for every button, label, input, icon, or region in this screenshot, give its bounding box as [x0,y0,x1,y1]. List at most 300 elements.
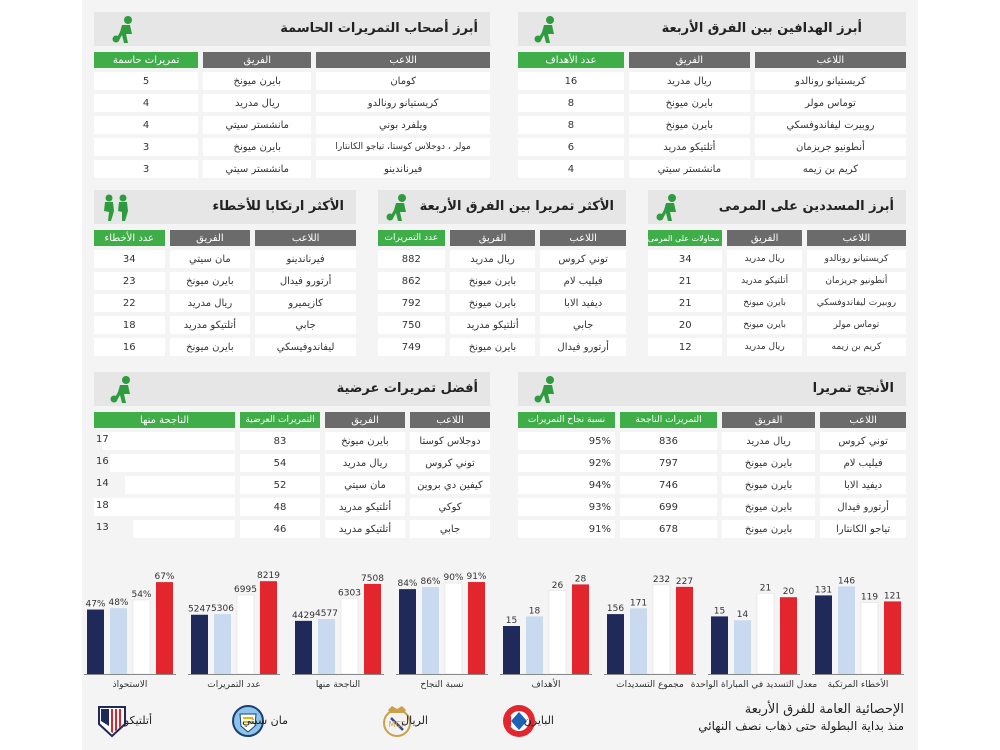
bar-أتلتيكو [191,615,208,674]
successful-value: 16 [96,456,109,467]
col-team: الفريق [170,230,251,246]
assists: 4 [94,116,198,134]
crosses: 48 [240,498,320,516]
player: كومان [316,72,490,90]
col-player: اللاعب [755,52,906,68]
bar-value-label: 90% [443,573,464,584]
col-player: اللاعب [820,412,906,428]
crosses: 52 [240,476,320,494]
col-shots: محاولات على المرمى [648,230,722,246]
table-top-assists [89,48,495,182]
player: أنطونيو جريزمان [755,138,906,156]
player-icon [106,374,138,404]
bar-value-label: 14 [736,610,749,621]
table-row [518,520,906,538]
panel-title: الأكثر تمريرا بين الفرق الأربعة [378,190,626,224]
bar-value-label: 6303 [338,588,361,599]
shots: 34 [648,250,722,268]
player-icon [530,14,562,44]
team: بايرن ميونخ [450,272,536,290]
errors: 16 [94,338,165,356]
bar-value-label: 15 [505,616,518,626]
team: مانشستر سيتي [203,160,311,178]
table-row [378,316,626,334]
table-row [94,498,490,516]
team: أتلتيكو مدريد [629,138,750,156]
bar-الريال [549,591,566,674]
footer-subheading: منذ بداية البطولة حتى ذهاب نصف النهائي [698,719,904,733]
rate: 92% [518,454,615,472]
bar-value-label: 227 [675,576,694,587]
table-header-row [94,230,356,246]
team: مانشستر سيتي [203,116,311,134]
table-header-row [518,52,906,68]
bar-value-label: 86% [420,577,441,588]
table-row [518,498,906,516]
table-row [94,316,356,334]
rate: 95% [518,432,615,450]
player: كريستيانو رونالدو [316,94,490,112]
bar-الريال [133,600,150,674]
footer-heading: الإحصائية العامة للفرق الأربعة [744,702,904,717]
errors: 23 [94,272,165,290]
player: روبيرت ليفاندوفسكي [755,116,906,134]
legend-real [382,704,466,738]
crosses: 54 [240,454,320,472]
panel-top-shooters [648,190,906,360]
team: ريال مدريد [170,294,251,312]
player: ديفيد الابا [540,294,626,312]
table-row [648,250,906,268]
bar-أتلتيكو [399,589,416,674]
successful-bar [94,454,235,472]
bar-البايرن [884,601,901,674]
assists: 4 [94,94,198,112]
table-row [94,520,490,538]
team: بايرن ميونخ [203,138,311,156]
successful-value: 18 [96,500,109,511]
bar-value-label: 91% [466,572,487,583]
team: أتلتيكو مدريد [325,520,405,538]
goals: 6 [518,138,624,156]
group-label: الأخطاء المرتكبة [827,680,889,690]
bar-الريال [757,593,774,674]
bar-value-label: 18 [528,606,541,617]
player: توماس مولر [807,316,906,334]
passes: 792 [378,294,445,312]
successful-value: 14 [96,478,109,489]
bar-value-label: 5306 [211,604,234,615]
successful-bar [94,520,235,538]
group-label: نسبة النجاح [420,680,464,690]
team: مانشستر سيتي [629,160,750,178]
player: فيرناندينو [316,160,490,178]
team: بايرن ميونخ [203,72,311,90]
bar-fill [133,520,235,538]
table-row [94,294,356,312]
col-crosses: التمريرات العرضية [240,412,320,428]
team: ريال مدريد [203,94,311,112]
team: بايرن ميونخ [629,94,750,112]
player: فيليب لام [540,272,626,290]
player: كريم بن زيمه [807,338,906,356]
player: جابي [410,520,490,538]
team: ريال مدريد [722,432,815,450]
bar-أتلتيكو [87,610,104,674]
player: فيرناندينو [255,250,356,268]
bar-value-label: 8219 [257,571,280,582]
player: كيفين دي بروين [410,476,490,494]
goals: 8 [518,94,624,112]
bar-value-label: 26 [551,580,564,591]
bar-مان سيتي [630,608,647,674]
player: ويلفرد بوني [316,116,490,134]
team: بايرن ميونخ [450,338,536,356]
bar-value-label: 48% [108,598,129,609]
panel-top-scorers [518,12,906,188]
table-row [378,338,626,356]
footer-title [674,702,904,733]
group-label: معدل التسديد في المباراة الواحدة [690,680,818,690]
player: كوكي [410,498,490,516]
col-team: الفريق [325,412,405,428]
team-stats-chart [82,560,918,700]
successful-bar [94,476,235,494]
table-crosses [89,408,495,542]
bar-الريال [237,595,254,674]
table-row [518,432,906,450]
group-label: الناجحة منها [315,680,361,690]
player: توني كروس [820,432,906,450]
errors: 34 [94,250,165,268]
group-label: عدد التمريرات [207,680,261,690]
player: أنطونيو جريزمان [807,272,906,290]
group-label: الأهداف [531,680,561,690]
group-label: مجموع التسديدات [616,680,684,690]
bar-أتلتيكو [503,626,520,674]
table-row [518,72,906,90]
table-row [518,454,906,472]
panel-crosses [94,372,490,548]
player: روبيرت ليفاندوفسكي [807,294,906,312]
panel-most-errors [94,190,356,360]
errors: 18 [94,316,165,334]
bar-الريال [861,603,878,674]
assists: 3 [94,160,198,178]
players-icon [100,192,132,222]
bar-value-label: 28 [574,574,587,585]
bar-value-label: 4577 [315,609,338,620]
player: كريم بن زيمه [755,160,906,178]
team-name: البايرن [523,714,554,727]
player: كازيميرو [255,294,356,312]
table-row [94,250,356,268]
successful-value: 13 [96,522,109,533]
legend-bayern [502,704,594,738]
col-player: اللاعب [540,230,626,246]
bar-value-label: 84% [397,579,418,590]
table-row [94,160,490,178]
table-row [648,338,906,356]
col-rate: نسبة نجاح التمريرات [518,412,615,428]
passes: 882 [378,250,445,268]
bar-value-label: 131 [814,585,833,596]
goals: 16 [518,72,624,90]
bar-value-label: 146 [837,576,856,587]
bar-مان سيتي [318,619,335,674]
table-row [378,272,626,290]
panel-title: الأكثر ارتكابا للأخطاء [94,190,356,224]
table-row [94,138,490,156]
player: توماس مولر [755,94,906,112]
panel-title: أبرز المسددين على المرمى [648,190,906,224]
player: أرتورو فيدال [255,272,356,290]
team: بايرن ميونخ [325,432,405,450]
team: بايرن ميونخ [722,454,815,472]
successful: 797 [620,454,717,472]
table-header-row [648,230,906,246]
bar-البايرن [468,582,485,674]
bar-البايرن [364,584,381,674]
col-assists: تمريرات حاسمة [94,52,198,68]
team-name: أتلتيكو [123,714,152,727]
table-row [648,272,906,290]
bar-مان سيتي [734,620,751,674]
col-goals: عدد الأهداف [518,52,624,68]
assists: 5 [94,72,198,90]
player: فيليب لام [820,454,906,472]
team: ريال مدريد [450,250,536,268]
table-most-errors [89,226,361,360]
table-best-passers [513,408,911,542]
bar-البايرن [780,597,797,674]
bar-value-label: 171 [629,598,648,609]
table-row [94,94,490,112]
panel-title: الأنجح تمريرا [518,372,906,406]
col-team: الفريق [203,52,311,68]
col-player: اللاعب [410,412,490,428]
col-team: الفريق [727,230,801,246]
bar-value-label: 47% [85,599,106,610]
player: تياجو الكانتارا [820,520,906,538]
shots: 21 [648,294,722,312]
successful: 746 [620,476,717,494]
bar-الريال [653,585,670,674]
rate: 93% [518,498,615,516]
bar-الريال [341,598,358,674]
legend-city [232,704,328,738]
panel-top-assists [94,12,490,188]
col-player: اللاعب [807,230,906,246]
bar-الريال [445,583,462,674]
bar-fill [110,454,235,472]
bar-value-label: 54% [131,589,152,600]
table-row [94,338,356,356]
table-row [518,116,906,134]
panel-best-passers [518,372,906,548]
bar-مان سيتي [214,614,231,674]
team: ريال مدريد [727,338,801,356]
crosses: 83 [240,432,320,450]
col-successful: الناجحة منها [94,412,235,428]
successful: 699 [620,498,717,516]
player: كريستيانو رونالدو [807,250,906,268]
col-team: الفريق [629,52,750,68]
crosses: 46 [240,520,320,538]
table-row [378,294,626,312]
player: ديفيد الابا [820,476,906,494]
bar-مان سيتي [838,586,855,674]
team: بايرن ميونخ [629,116,750,134]
player: أرتورو فيدال [540,338,626,356]
errors: 22 [94,294,165,312]
shots: 20 [648,316,722,334]
panel-title: أبرز أصحاب التمريرات الحاسمة [94,12,490,46]
team: مان سيتي [325,476,405,494]
rate: 94% [518,476,615,494]
infographic-canvas [82,0,918,750]
team: أتلتيكو مدريد [450,316,536,334]
col-passes: عدد التمريرات [378,230,445,246]
passes: 862 [378,272,445,290]
table-header-row [94,412,490,428]
table-header-row [518,412,906,428]
svg-text:MCF: MCF [388,720,406,729]
table-most-passes [373,226,631,360]
player-icon [382,192,414,222]
bar-value-label: 5247 [188,604,211,615]
team: ريال مدريد [629,72,750,90]
team: أتلتيكو مدريد [727,272,801,290]
legend-atletico [96,704,192,738]
col-player: اللاعب [316,52,490,68]
team: مان سيتي [170,250,251,268]
bar-أتلتيكو [711,616,728,674]
bar-البايرن [676,587,693,674]
passes: 749 [378,338,445,356]
goals: 4 [518,160,624,178]
bar-fill [94,498,235,516]
bar-value-label: 6995 [234,584,257,595]
bar-value-label: 20 [782,587,795,598]
table-top-shooters [643,226,911,360]
table-row [378,250,626,268]
passes: 750 [378,316,445,334]
successful-value: 17 [96,434,109,445]
player: أرتورو فيدال [820,498,906,516]
table-row [518,476,906,494]
shots: 21 [648,272,722,290]
panel-title: أفضل تمريرات عرضية [94,372,490,406]
team: بايرن ميونخ [722,476,815,494]
bar-value-label: 119 [860,592,879,603]
bar-value-label: 7508 [361,573,384,584]
rate: 91% [518,520,615,538]
player: دوجلاس كوستا [410,432,490,450]
assists: 3 [94,138,198,156]
col-player: اللاعب [255,230,356,246]
bar-value-label: 67% [154,572,175,583]
successful-bar [94,498,235,516]
panel-title: أبرز الهدافين بين الفرق الأربعة [518,12,906,46]
table-row [518,138,906,156]
team: بايرن ميونخ [722,498,815,516]
team-name: مان سيتي [242,714,288,727]
shots: 12 [648,338,722,356]
bar-value-label: 4429 [292,610,315,621]
bar-أتلتيكو [607,614,624,674]
team: ريال مدريد [727,250,801,268]
table-header-row [94,52,490,68]
col-errors: عدد الأخطاء [94,230,165,246]
table-row [648,294,906,312]
player-icon [530,374,562,404]
bar-value-label: 156 [606,604,625,615]
table-header-row [378,230,626,246]
player: توني كروس [540,250,626,268]
successful: 836 [620,432,717,450]
col-team: الفريق [450,230,536,246]
group-label: الاستحواذ [112,680,148,690]
col-successful: التمريرات الناجحة [620,412,717,428]
bar-البايرن [156,582,173,674]
bar-fill [102,432,235,450]
table-row [518,94,906,112]
bar-مان سيتي [526,616,543,674]
bar-مان سيتي [422,587,439,674]
table-top-scorers [513,48,911,182]
table-row [94,454,490,472]
player: توني كروس [410,454,490,472]
team: بايرن ميونخ [722,520,815,538]
team: بايرن ميونخ [170,272,251,290]
bar-البايرن [260,581,277,674]
team: بايرن ميونخ [170,338,251,356]
player: مولر ، دوجلاس كوستا، تياجو الكانتارا [316,138,490,156]
team: بايرن ميونخ [727,316,801,334]
table-row [94,476,490,494]
bar-أتلتيكو [295,621,312,674]
panel-most-passes [378,190,626,360]
player: جابي [255,316,356,334]
team: بايرن ميونخ [727,294,801,312]
table-row [94,116,490,134]
bar-value-label: 232 [652,574,671,585]
bar-مان سيتي [110,608,127,674]
table-row [94,432,490,450]
player-icon [652,192,684,222]
col-team: الفريق [722,412,815,428]
team: ريال مدريد [325,454,405,472]
goals: 8 [518,116,624,134]
team: بايرن ميونخ [450,294,536,312]
bar-value-label: 21 [759,583,772,594]
successful-bar [94,432,235,450]
team: أتلتيكو مدريد [325,498,405,516]
bar-value-label: 15 [713,606,726,617]
team-name: الريال [401,714,428,727]
bar-أتلتيكو [815,595,832,674]
bar-البايرن [572,584,589,674]
player-icon [108,14,140,44]
table-row [648,316,906,334]
table-row [94,72,490,90]
successful: 678 [620,520,717,538]
player: جابي [540,316,626,334]
player: كريستيانو رونالدو [755,72,906,90]
bar-value-label: 121 [883,591,902,602]
table-row [518,160,906,178]
